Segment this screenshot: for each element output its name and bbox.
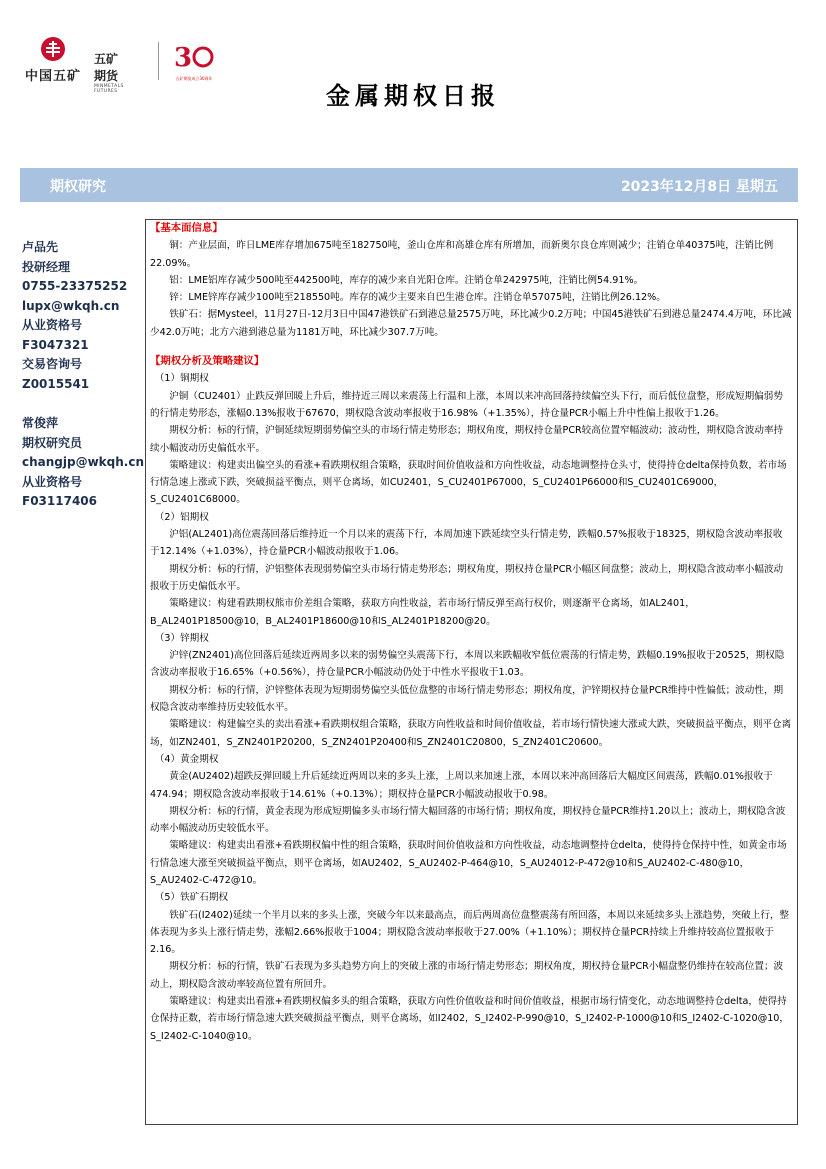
aluminum-analysis: 期权分析：标的行情，沪铝整体表现弱势偏空头市场行情走势形态；期权角度，期权持仓量PCR小幅区间盘整；波动上，期权隐含波动率小幅波动报收于历史偏低水平。 (150, 563, 784, 592)
fundamentals-aluminum: 铝：LME铝库存减少500吨至442500吨，库存的减少来自光阳仓库。注销仓单242975吨，注销比例54.91%。 (169, 274, 644, 286)
zinc-section-title: （3）锌期权 (154, 632, 209, 644)
fundamentals-heading: 【基本面信息】 (150, 222, 223, 234)
gold-strategy: 策略建议：构建卖出看涨+看跌期权偏中性的组合策略，获取时间价值收益和方向性收益，动态地调整持仓delta，使得持仓保持中性，如黄金市场行情急速大涨至突破损益平衡点，则平仓离场，如AU2402，S_AU2402-P-464@10，S_AU24012-P-472@10和S_AU2402-C-480@10，S_AU2402-C-472@10。 (150, 840, 787, 886)
gold-section-title: （4）黄金期权 (154, 753, 219, 765)
copper-strategy: 策略建议：构建卖出偏空头的看涨+看跌期权组合策略，获取时间价值收益和方向性收益，动态地调整持仓头寸，使得持仓delta保持负数，若市场行情急速上涨或下跌，突破损益平衡点，则平仓离场，如CU2401，S_CU2401P67000，S_CU2401P66000和S_CU2401C69000，S_CU2401C68000。 (150, 459, 787, 506)
anniversary-30-icon (166, 40, 222, 72)
qualification-label: 从业资格号 (22, 318, 83, 332)
iron-ore-strategy: 策略建议：构建卖出看涨+看跌期权偏多头的组合策略，获取方向性价值收益和时间价值收益，根据市场行情变化，动态地调整持仓delta，使得持仓保持正数，若市场行情急速大跌突破损益平衡点，则平仓离场，如I2402，S_I2402-P-990@10，S_I2402-P-1000@10和S_I2402-C-1020@10，S_I2402-C-1040@10。 (150, 996, 789, 1042)
analyst-name: 卢品先 (22, 240, 59, 254)
report-body (150, 220, 792, 1045)
analyst-title: 期权研究员 (22, 435, 83, 450)
analyst-email: changjp@wkqh.cn (22, 455, 145, 469)
analysis-heading: 【期权分析及策略建议】 (150, 355, 265, 368)
minmetals-futures-cn: 五矿期货 (94, 52, 119, 83)
report-title: 金属期权日报 (326, 81, 500, 110)
fundamentals-copper: 铜：产业层面，昨日LME库存增加675吨至182750吨，釜山仓库和高雄仓库有所增加，而新奥尔良仓库则减少；注销仓单40375吨，注销比例22.09%。 (150, 240, 774, 269)
copper-market: 沪铜（CU2401）止跌反弹回暖上升后，维持近三周以来震荡上行温和上涨，本周以来冲高回落持续偏空头下行，而后低位盘整，形成短期偏弱势的行情走势形态，涨幅0.13%报收于67670，期权隐含波动率报收于16.98%（+1.35%），持仓量PCR小幅上升中性偏上报收于1.26。 (150, 390, 783, 419)
fundamentals-iron-ore: 铁矿石：据Mysteel，11月27日-12月3日中国47港铁矿石到港总量2575万吨，环比减少0.2万吨；中国45港铁矿石到港总量2474.4万吨，环比减少42.0万吨；北方六港到港总量为1181万吨，环比减少307.7万吨。 (150, 309, 792, 338)
zinc-market: 沪锌(ZN2401)高位回落后延续近两周多以来的弱势偏空头震荡下行，本周以来跌幅收窄低位震荡的行情走势，跌幅0.19%报收于20525，期权隐含波动率报收于16.65%（+0.56%），持仓量PCR小幅波动仍处于中性水平报收于1.03。 (150, 650, 785, 679)
minmetals-futures-en: MINMETALS FUTURES (94, 84, 124, 94)
advisory-label: 交易咨询号 (22, 357, 83, 371)
section-spacer (150, 341, 792, 353)
aluminum-market: 沪铝(AL2401)高位震荡回落后维持近一个月以来的震荡下行，本周加速下跌延续空头行情走势，跌幅0.57%报收于18325，期权隐含波动率报收于12.14%（+1.03%），持仓量PCR小幅波动报收于1.06。 (150, 529, 783, 558)
gold-market: 黄金(AU2402)超跌反弹回暖上升后延续近两周以来的多头上涨，上周以来加速上涨，本周以来冲高回落后大幅度区间震荡，跌幅0.01%报收于474.94；期权隐含波动率报收于14.61%（+0.13%）；期权持仓量PCR小幅波动报收于0.98。 (150, 771, 773, 800)
analyst-title: 投研经理 (22, 259, 71, 274)
advisory-number: Z0015541 (22, 376, 90, 391)
section-label: 期权研究 (50, 179, 106, 195)
iron-ore-analysis: 期权分析：标的行情，铁矿石表现为多头趋势方向上的突破上涨的市场行情走势形态；期权角度，期权持仓量PCR小幅盘整仍维持在较高位置；波动上，期权隐含波动率较高位置有所回升。 (150, 961, 784, 990)
svg-text:3: 3 (174, 43, 193, 72)
gold-analysis: 期权分析：标的行情，黄金表现为形成短期偏多头市场行情大幅回落的市场行情；期权角度，期权持仓量PCR维持1.20以上；波动上，期权隐含波动率小幅波动历史较低水平。 (150, 805, 786, 835)
iron-ore-market: 铁矿石(I2402)延续一个半月以来的多头上涨，突破今年以来最高点，而后两周高位盘整震荡有所回落，本周以来延续多头上涨趋势，突破上行，整体表现为多头上涨行情走势，涨幅2.66%报收于1004；期权隐含波动率报收于27.00%（+1.10%）；期权持仓量PCR持续上升维持较高位置报收于2.16。 (150, 909, 790, 956)
qualification-number: F03117406 (22, 494, 97, 508)
sidebar-gap (22, 394, 146, 414)
copper-section-title: （1）铜期权 (154, 373, 209, 385)
logo-divider (158, 42, 159, 80)
fundamentals-zinc: 锌：LME锌库存减少100吨至218550吨。库存的减少主要来自巴生港仓库。注销仓单57075吨，注销比例26.12%。 (169, 292, 666, 304)
qualification-label: 从业资格号 (22, 474, 83, 489)
zinc-analysis: 期权分析：标的行情，沪锌整体表现为短期弱势偏空头低位盘整的市场行情走势形态；期权角度，沪锌期权持仓量PCR维持中性偏低；波动性，期权隐含波动率维持历史较低水平。 (150, 684, 784, 714)
analyst-email: lupx@wkqh.cn (22, 298, 120, 313)
report-date: 2023年12月8日 星期五 (620, 179, 778, 195)
analyst-sidebar (22, 238, 146, 512)
zinc-strategy: 策略建议：构建偏空头的卖出看涨+看跌期权组合策略，获取方向性收益和时间价值收益，若市场行情快速大涨或大跌，突破损益平衡点，则平仓离场，如ZN2401，S_ZN2401P20200，S_ZN2401P20400和S_ZN2401C20800，S_ZN2401C20600。 (150, 719, 792, 748)
aluminum-strategy: 策略建议：构建看跌期权熊市价差组合策略，获取方向性收益，若市场行情反弹至高行权价，则逐渐平仓离场，如AL2401，B_AL2401P18500@10，B_AL2401P18600@10和S_AL2401P18200@20。 (150, 598, 695, 627)
analyst-name: 常俊萍 (22, 416, 59, 430)
minmetals-emblem-icon (40, 36, 66, 62)
qualification-number: F3047321 (22, 337, 89, 352)
analyst-phone: 0755-23375252 (22, 279, 128, 293)
copper-analysis: 期权分析：标的行情，沪铜延续短期弱势偏空头的市场行情走势形态；期权角度，期权持仓量PCR较高位置窄幅波动；波动性，期权隐含波动率持续小幅波动历史偏低水平。 (150, 425, 784, 454)
section-banner (20, 168, 798, 202)
china-minmetals-text: 中国五矿 (24, 69, 81, 84)
iron-ore-section-title: （5）铁矿石期权 (154, 892, 229, 904)
aluminum-section-title: （2）铝期权 (154, 511, 209, 523)
anniversary-subtitle: 五矿期货成立30周年 (175, 76, 213, 81)
